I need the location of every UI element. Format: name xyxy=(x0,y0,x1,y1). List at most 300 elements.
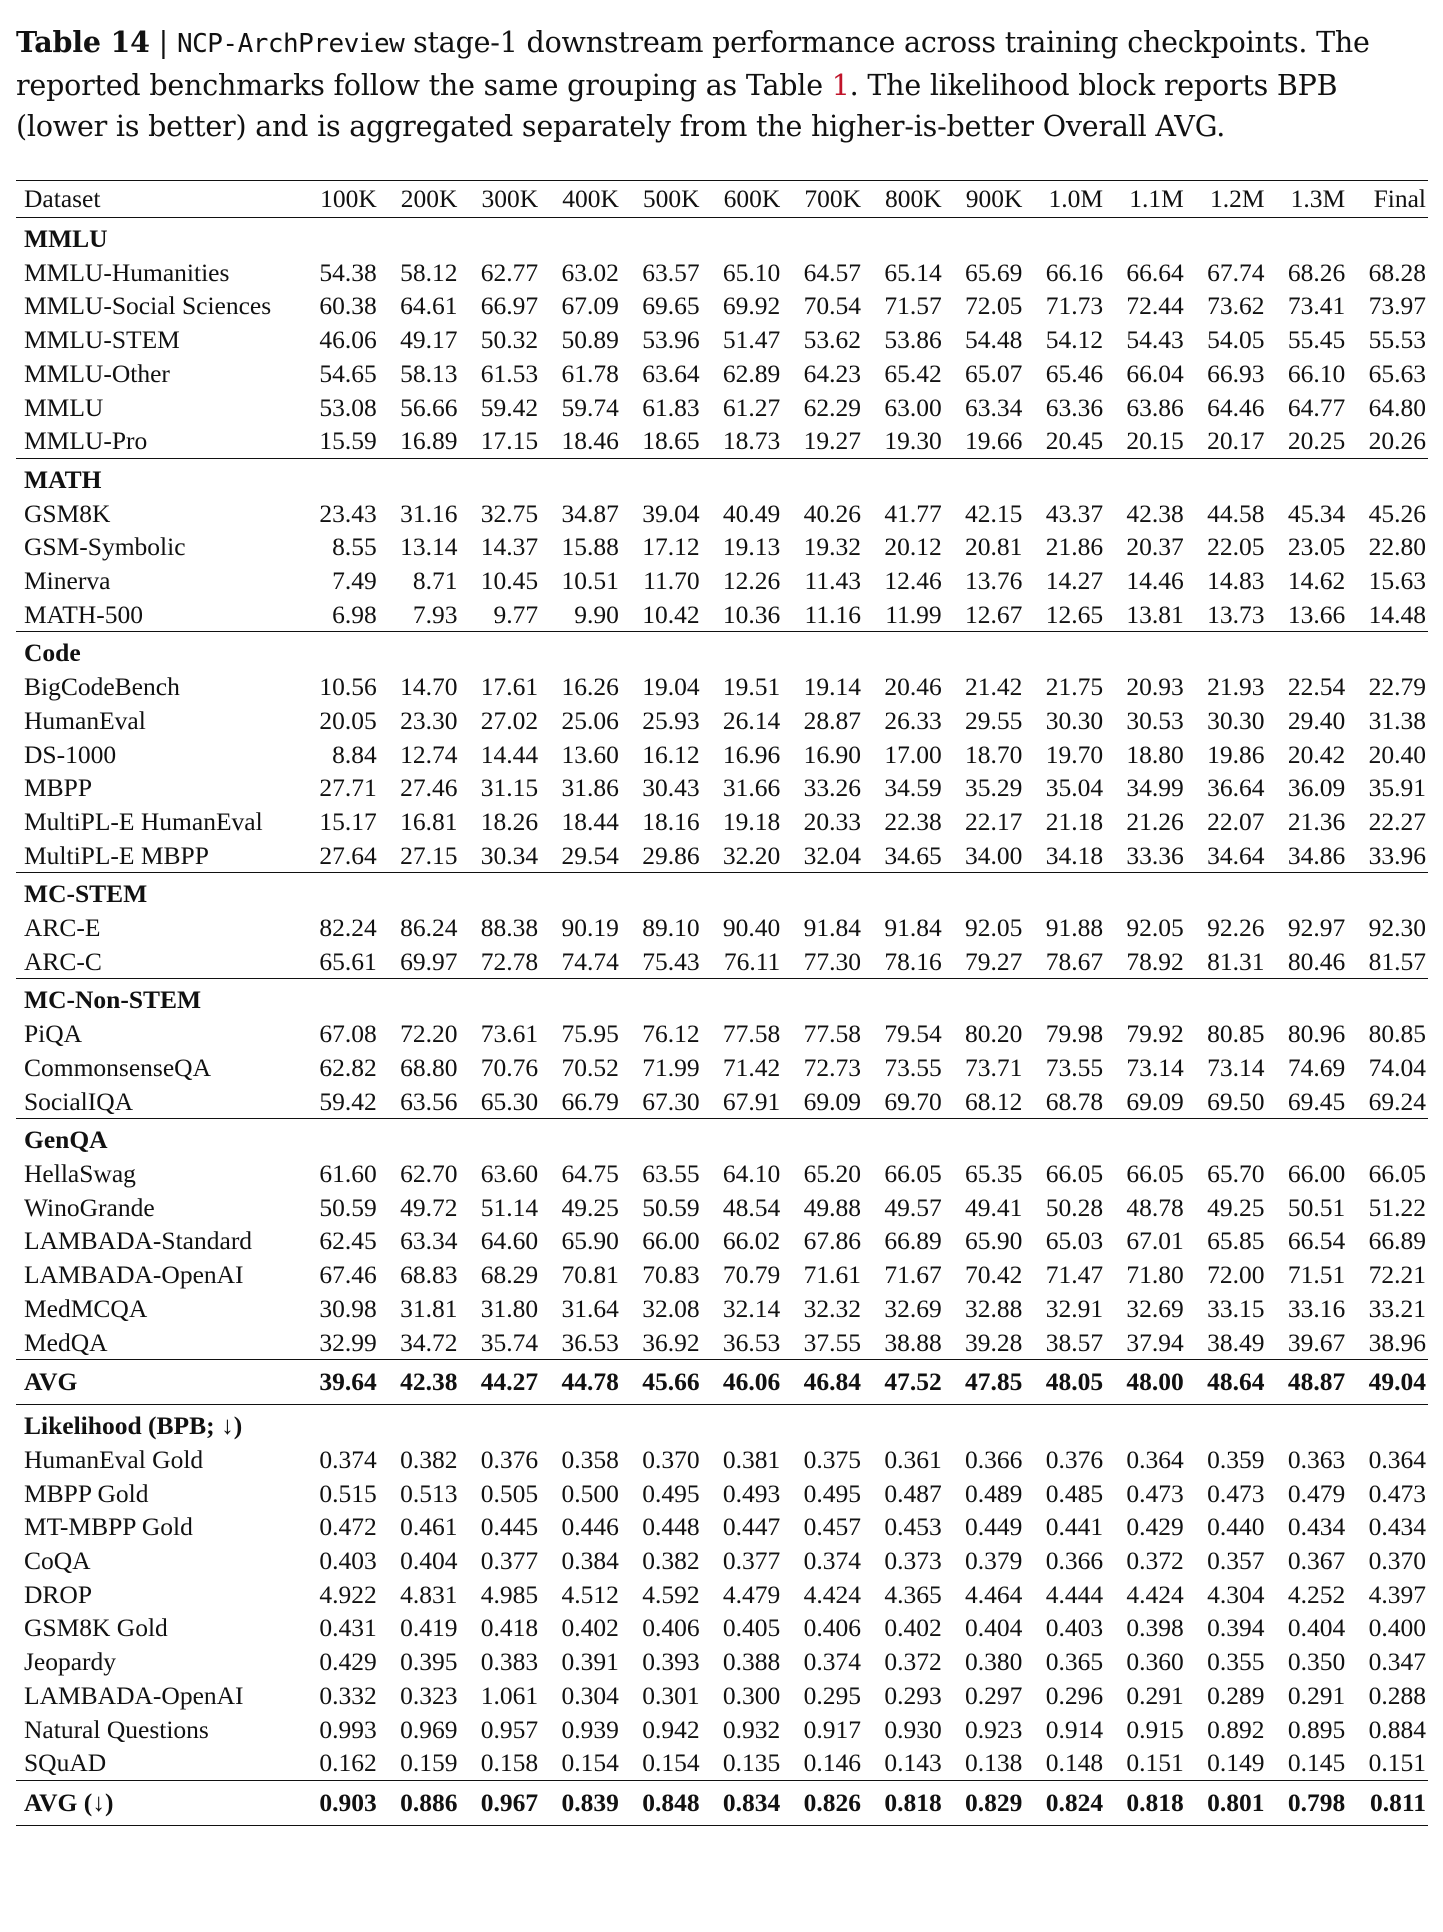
table-cell: 0.834 xyxy=(702,1780,783,1825)
table-cell: 20.37 xyxy=(1126,532,1184,562)
table-cell: 49.57 xyxy=(884,1192,942,1222)
table-cell: 0.158 xyxy=(480,1748,539,1778)
table-cell: 21.18 xyxy=(1045,806,1104,836)
table-cell: 0.360 xyxy=(1126,1647,1184,1677)
table-cell: 74.74 xyxy=(561,946,619,976)
table-cell: 63.34 xyxy=(400,1226,458,1256)
column-header-checkpoint: 800K xyxy=(863,181,944,218)
table-cell: 10.51 xyxy=(561,566,619,596)
table-cell: 73.97 xyxy=(1368,291,1426,321)
table-cell: 0.914 xyxy=(1045,1714,1104,1744)
table-cell: 68.26 xyxy=(1287,257,1346,287)
table-cell: 10.45 xyxy=(480,566,539,596)
table-cell: 12.26 xyxy=(722,566,781,596)
table-cell: 62.70 xyxy=(400,1158,458,1188)
table-cell: 71.57 xyxy=(884,291,942,321)
table-cell: 23.43 xyxy=(319,498,377,528)
table-cell: 74.04 xyxy=(1368,1052,1426,1082)
table-cell: 29.40 xyxy=(1287,705,1346,735)
table-cell: 0.295 xyxy=(803,1680,861,1710)
table-row xyxy=(16,289,1428,323)
table-cell: 72.73 xyxy=(803,1052,861,1082)
table-cell: 90.19 xyxy=(561,913,619,943)
table-cell: 0.915 xyxy=(1126,1714,1184,1744)
table-cell: 33.26 xyxy=(803,773,861,803)
caption-table-reference-link[interactable]: 1 xyxy=(831,69,850,102)
table-cell: 0.404 xyxy=(1287,1613,1346,1643)
results-table xyxy=(16,180,1428,1826)
table-cell: 14.70 xyxy=(400,672,458,702)
table-cell: 42.38 xyxy=(1126,498,1184,528)
table-cell: 32.91 xyxy=(1045,1293,1104,1323)
table-cell: 49.17 xyxy=(400,325,458,355)
table-cell: 32.75 xyxy=(480,498,539,528)
table-cell: 0.818 xyxy=(1105,1780,1186,1825)
table-cell: 92.05 xyxy=(1126,913,1184,943)
table-cell: 20.93 xyxy=(1126,672,1184,702)
table-cell: 20.45 xyxy=(1045,426,1104,456)
table-cell: 62.82 xyxy=(319,1052,377,1082)
table-cell: 64.57 xyxy=(803,257,861,287)
table-cell: 34.00 xyxy=(965,840,1023,870)
table-cell: 33.96 xyxy=(1368,840,1426,870)
row-label: MMLU-Social Sciences xyxy=(24,291,272,321)
table-cell: 36.09 xyxy=(1287,773,1346,803)
table-cell: 66.16 xyxy=(1045,257,1104,287)
table-cell: 53.86 xyxy=(884,325,942,355)
table-cell: 31.86 xyxy=(561,773,619,803)
table-row xyxy=(16,1544,1428,1578)
table-cell: 14.37 xyxy=(480,532,539,562)
table-cell: 34.72 xyxy=(400,1327,458,1357)
table-cell: 35.91 xyxy=(1368,773,1426,803)
table-cell: 19.70 xyxy=(1045,739,1104,769)
table-cell: 0.487 xyxy=(884,1478,942,1508)
table-cell: 41.77 xyxy=(884,498,942,528)
table-cell: 32.32 xyxy=(803,1293,861,1323)
table-cell: 0.993 xyxy=(319,1714,377,1744)
table-cell: 0.400 xyxy=(1368,1613,1426,1643)
table-cell: 0.445 xyxy=(480,1512,539,1542)
row-label: MBPP xyxy=(24,773,93,803)
table-cell: 39.04 xyxy=(642,498,700,528)
table-cell: 0.515 xyxy=(319,1478,377,1508)
table-cell: 73.71 xyxy=(965,1052,1023,1082)
table-cell: 7.93 xyxy=(412,599,458,629)
table-cell: 15.63 xyxy=(1368,566,1426,596)
table-row xyxy=(16,1443,1428,1477)
table-cell: 29.54 xyxy=(561,840,619,870)
table-cell: 63.56 xyxy=(400,1086,458,1116)
table-cell: 49.25 xyxy=(1207,1192,1265,1222)
table-cell: 16.81 xyxy=(400,806,458,836)
table-row xyxy=(16,564,1428,598)
table-cell: 27.71 xyxy=(319,773,377,803)
table-cell: 27.15 xyxy=(400,840,458,870)
table-cell: 0.495 xyxy=(642,1478,700,1508)
table-cell: 22.17 xyxy=(965,806,1023,836)
table-row xyxy=(16,771,1428,805)
table-cell: 69.92 xyxy=(722,291,781,321)
table-cell: 0.366 xyxy=(1045,1546,1104,1576)
table-cell: 50.89 xyxy=(561,325,619,355)
table-cell: 80.85 xyxy=(1368,1019,1426,1049)
table-cell: 20.15 xyxy=(1126,426,1184,456)
table-caption xyxy=(16,22,1428,147)
table-cell: 86.24 xyxy=(400,913,458,943)
row-label: MMLU-Other xyxy=(24,358,170,388)
row-label: ARC-E xyxy=(24,913,101,943)
table-cell: 0.429 xyxy=(319,1647,377,1677)
caption-text-part1: stage-1 downstream performance across training checkpoints. The reported benchmarks follow the same grouping as Table xyxy=(16,26,1370,102)
table-cell: 0.824 xyxy=(1024,1780,1105,1825)
table-cell: 11.99 xyxy=(885,599,942,629)
table-cell: 19.32 xyxy=(803,532,861,562)
table-cell: 69.50 xyxy=(1207,1086,1265,1116)
section-header-row xyxy=(16,632,1428,670)
table-cell: 0.398 xyxy=(1126,1613,1184,1643)
table-cell: 65.46 xyxy=(1045,358,1104,388)
table-cell: 0.151 xyxy=(1368,1748,1426,1778)
table-cell: 65.20 xyxy=(803,1158,861,1188)
table-cell: 91.84 xyxy=(884,913,942,943)
table-cell: 64.60 xyxy=(480,1226,539,1256)
table-cell: 40.26 xyxy=(803,498,861,528)
table-cell: 71.73 xyxy=(1045,291,1104,321)
table-cell: 19.18 xyxy=(722,806,781,836)
table-cell: 69.45 xyxy=(1287,1086,1346,1116)
table-cell: 0.969 xyxy=(400,1714,458,1744)
row-label: CommonsenseQA xyxy=(24,1052,211,1082)
table-cell: 67.08 xyxy=(319,1019,377,1049)
table-cell: 26.14 xyxy=(722,705,781,735)
table-cell: 66.89 xyxy=(884,1226,942,1256)
table-cell: 0.404 xyxy=(400,1546,458,1576)
table-cell: 0.162 xyxy=(319,1748,377,1778)
table-cell: 4.365 xyxy=(884,1579,942,1609)
table-cell: 0.394 xyxy=(1207,1613,1265,1643)
table-cell: 12.46 xyxy=(884,566,942,596)
table-cell: 48.64 xyxy=(1186,1360,1267,1405)
table-cell: 0.357 xyxy=(1207,1546,1265,1576)
table-cell: 73.61 xyxy=(480,1019,539,1049)
table-cell: 0.404 xyxy=(965,1613,1023,1643)
table-cell: 25.93 xyxy=(642,705,700,735)
table-cell: 50.59 xyxy=(319,1192,377,1222)
table-cell: 66.79 xyxy=(561,1086,619,1116)
table-cell: 0.377 xyxy=(480,1546,539,1576)
table-cell: 68.29 xyxy=(480,1260,539,1290)
table-cell: 68.28 xyxy=(1368,257,1426,287)
table-cell: 92.05 xyxy=(965,913,1023,943)
table-cell: 76.11 xyxy=(723,946,781,976)
table-cell: 92.97 xyxy=(1287,913,1346,943)
table-cell: 33.21 xyxy=(1368,1293,1426,1323)
table-cell: 15.59 xyxy=(319,426,377,456)
table-cell: 82.24 xyxy=(319,913,377,943)
table-cell: 0.370 xyxy=(642,1444,700,1474)
table-cell: 14.48 xyxy=(1368,599,1426,629)
table-cell: 48.54 xyxy=(722,1192,781,1222)
table-cell: 54.65 xyxy=(319,358,377,388)
table-row xyxy=(16,1326,1428,1360)
table-cell: 34.64 xyxy=(1207,840,1265,870)
table-cell: 0.355 xyxy=(1207,1647,1265,1677)
table-cell: 0.932 xyxy=(722,1714,781,1744)
table-cell: 18.46 xyxy=(561,426,619,456)
row-label: LAMBADA-OpenAI xyxy=(24,1680,244,1710)
table-cell: 77.58 xyxy=(722,1019,781,1049)
table-row xyxy=(16,323,1428,357)
table-cell: 73.55 xyxy=(884,1052,942,1082)
table-cell: 63.55 xyxy=(642,1158,700,1188)
section-title: Likelihood (BPB; ↓) xyxy=(24,1411,243,1441)
table-cell: 90.40 xyxy=(722,913,781,943)
table-cell: 72.44 xyxy=(1126,291,1184,321)
table-cell: 79.27 xyxy=(965,946,1023,976)
table-cell: 70.54 xyxy=(803,291,861,321)
table-cell: 18.16 xyxy=(642,806,700,836)
table-cell: 32.69 xyxy=(884,1293,942,1323)
table-cell: 71.51 xyxy=(1287,1260,1346,1290)
table-cell: 0.358 xyxy=(561,1444,619,1474)
table-cell: 13.60 xyxy=(561,739,619,769)
table-cell: 16.89 xyxy=(400,426,458,456)
table-cell: 66.00 xyxy=(1287,1158,1346,1188)
table-cell: 0.379 xyxy=(965,1546,1023,1576)
table-cell: 66.05 xyxy=(1368,1158,1426,1188)
table-cell: 0.291 xyxy=(1126,1680,1184,1710)
row-label: AVG xyxy=(16,1360,298,1405)
table-cell: 0.457 xyxy=(803,1512,861,1542)
table-cell: 44.27 xyxy=(459,1360,540,1405)
table-cell: 48.00 xyxy=(1105,1360,1186,1405)
table-cell: 0.363 xyxy=(1287,1444,1346,1474)
table-cell: 27.46 xyxy=(400,773,458,803)
table-cell: 0.376 xyxy=(480,1444,539,1474)
table-cell: 0.388 xyxy=(722,1647,781,1677)
table-cell: 69.09 xyxy=(803,1086,861,1116)
table-cell: 0.418 xyxy=(480,1613,539,1643)
table-cell: 35.04 xyxy=(1045,773,1104,803)
table-cell: 11.70 xyxy=(643,566,700,596)
row-label: HellaSwag xyxy=(24,1158,136,1188)
table-cell: 22.54 xyxy=(1287,672,1346,702)
table-cell: 73.14 xyxy=(1207,1052,1265,1082)
table-cell: 63.02 xyxy=(561,257,619,287)
table-cell: 33.36 xyxy=(1126,840,1184,870)
table-cell: 70.76 xyxy=(480,1052,539,1082)
table-cell: 38.57 xyxy=(1045,1327,1104,1357)
table-cell: 18.73 xyxy=(722,426,781,456)
table-cell: 0.359 xyxy=(1207,1444,1265,1474)
table-cell: 4.512 xyxy=(561,1579,619,1609)
table-cell: 0.372 xyxy=(1126,1546,1184,1576)
table-cell: 66.04 xyxy=(1126,358,1184,388)
table-cell: 0.406 xyxy=(642,1613,700,1643)
row-label: MultiPL-E HumanEval xyxy=(24,806,263,836)
table-cell: 0.903 xyxy=(298,1780,379,1825)
table-cell: 53.08 xyxy=(319,392,377,422)
table-cell: 71.80 xyxy=(1126,1260,1184,1290)
table-cell: 38.88 xyxy=(884,1327,942,1357)
row-label: MedMCQA xyxy=(24,1293,148,1323)
caption-separator: | xyxy=(149,26,177,59)
table-row xyxy=(16,598,1428,632)
table-cell: 21.26 xyxy=(1126,806,1184,836)
table-cell: 0.149 xyxy=(1207,1748,1265,1778)
table-cell: 77.30 xyxy=(803,946,861,976)
table-row xyxy=(16,1679,1428,1713)
table-cell: 20.42 xyxy=(1287,739,1346,769)
table-cell: 0.403 xyxy=(1045,1613,1104,1643)
table-cell: 49.41 xyxy=(965,1192,1023,1222)
table-cell: 81.57 xyxy=(1368,946,1426,976)
column-header-checkpoint: 1.0M xyxy=(1024,181,1105,218)
table-cell: 0.291 xyxy=(1287,1680,1346,1710)
table-cell: 0.374 xyxy=(803,1546,861,1576)
table-cell: 54.05 xyxy=(1207,325,1265,355)
table-cell: 8.84 xyxy=(332,739,377,769)
table-cell: 14.46 xyxy=(1126,566,1184,596)
table-cell: 19.51 xyxy=(722,672,781,702)
table-row xyxy=(16,1017,1428,1051)
row-label: MultiPL-E MBPP xyxy=(24,840,209,870)
likelihood-avg-row xyxy=(16,1780,1428,1825)
table-cell: 6.98 xyxy=(332,599,377,629)
column-header-checkpoint: 200K xyxy=(379,181,460,218)
table-row xyxy=(16,1645,1428,1679)
table-cell: 67.09 xyxy=(561,291,619,321)
table-cell: 78.16 xyxy=(884,946,942,976)
table-row xyxy=(16,1191,1428,1225)
table-cell: 50.59 xyxy=(642,1192,700,1222)
table-cell: 69.70 xyxy=(884,1086,942,1116)
table-cell: 27.02 xyxy=(480,705,539,735)
table-cell: 12.74 xyxy=(400,739,458,769)
table-cell: 33.16 xyxy=(1287,1293,1346,1323)
table-cell: 45.26 xyxy=(1368,498,1426,528)
table-cell: 59.74 xyxy=(561,392,619,422)
table-cell: 30.34 xyxy=(480,840,539,870)
table-cell: 0.811 xyxy=(1347,1780,1428,1825)
section-header-row xyxy=(16,458,1428,496)
table-cell: 0.296 xyxy=(1045,1680,1104,1710)
table-cell: 0.495 xyxy=(803,1478,861,1508)
table-cell: 38.96 xyxy=(1368,1327,1426,1357)
table-cell: 0.826 xyxy=(782,1780,863,1825)
table-cell: 62.45 xyxy=(319,1226,377,1256)
table-cell: 0.446 xyxy=(561,1512,619,1542)
table-cell: 29.86 xyxy=(642,840,700,870)
table-cell: 71.42 xyxy=(722,1052,781,1082)
table-cell: 92.30 xyxy=(1368,913,1426,943)
table-cell: 55.53 xyxy=(1368,325,1426,355)
table-cell: 0.148 xyxy=(1045,1748,1104,1778)
table-cell: 68.12 xyxy=(965,1086,1023,1116)
caption-label: Table 14 xyxy=(16,25,150,59)
table-cell: 4.922 xyxy=(319,1579,377,1609)
table-cell: 37.94 xyxy=(1126,1327,1184,1357)
table-cell: 13.73 xyxy=(1207,599,1265,629)
row-label: DROP xyxy=(24,1579,93,1609)
table-cell: 0.402 xyxy=(884,1613,942,1643)
table-cell: 20.25 xyxy=(1287,426,1346,456)
table-cell: 63.36 xyxy=(1045,392,1104,422)
table-cell: 71.99 xyxy=(642,1052,700,1082)
column-header-checkpoint: 700K xyxy=(782,181,863,218)
table-cell: 0.364 xyxy=(1368,1444,1426,1474)
table-cell: 0.381 xyxy=(722,1444,781,1474)
table-cell: 0.440 xyxy=(1207,1512,1265,1542)
column-header-checkpoint: 100K xyxy=(298,181,379,218)
table-cell: 38.49 xyxy=(1207,1327,1265,1357)
table-cell: 0.884 xyxy=(1368,1714,1426,1744)
table-cell: 13.66 xyxy=(1287,599,1346,629)
table-cell: 39.28 xyxy=(965,1327,1023,1357)
row-label: CoQA xyxy=(24,1546,91,1576)
table-cell: 32.14 xyxy=(722,1293,781,1323)
table-cell: 30.30 xyxy=(1045,705,1104,735)
table-cell: 65.85 xyxy=(1207,1226,1265,1256)
table-row xyxy=(16,1224,1428,1258)
table-cell: 11.16 xyxy=(804,599,861,629)
table-cell: 16.96 xyxy=(722,739,781,769)
table-cell: 36.92 xyxy=(642,1327,700,1357)
table-cell: 4.985 xyxy=(480,1579,539,1609)
table-cell: 59.42 xyxy=(319,1086,377,1116)
section-header-row xyxy=(16,979,1428,1017)
table-cell: 22.38 xyxy=(884,806,942,836)
row-label: MATH-500 xyxy=(24,599,143,629)
table-cell: 65.90 xyxy=(965,1226,1023,1256)
caption-text-part2: . The likelihood block reports BPB (lower is better) and is aggregated separately from the higher-is-better Overall AVG. xyxy=(16,69,1338,143)
caption-model-name: NCP-ArchPreview xyxy=(176,29,405,59)
table-cell: 0.154 xyxy=(642,1748,700,1778)
table-cell: 53.62 xyxy=(803,325,861,355)
table-row xyxy=(16,1051,1428,1085)
table-cell: 16.26 xyxy=(561,672,619,702)
table-cell: 19.27 xyxy=(803,426,861,456)
table-cell: 30.53 xyxy=(1126,705,1184,735)
table-cell: 4.592 xyxy=(642,1579,700,1609)
table-cell: 0.453 xyxy=(884,1512,942,1542)
table-cell: 67.30 xyxy=(642,1086,700,1116)
table-cell: 0.289 xyxy=(1207,1680,1265,1710)
table-cell: 49.88 xyxy=(803,1192,861,1222)
table-cell: 0.154 xyxy=(561,1748,619,1778)
table-cell: 32.99 xyxy=(319,1327,377,1357)
table-cell: 31.15 xyxy=(480,773,539,803)
table-cell: 78.92 xyxy=(1126,946,1184,976)
section-title: MATH xyxy=(16,458,1428,496)
table-cell: 63.00 xyxy=(884,392,942,422)
table-row xyxy=(16,704,1428,738)
table-cell: 17.61 xyxy=(480,672,539,702)
table-cell: 70.52 xyxy=(561,1052,619,1082)
table-cell: 73.41 xyxy=(1287,291,1346,321)
table-cell: 46.06 xyxy=(702,1360,783,1405)
table-cell: 60.38 xyxy=(319,291,377,321)
table-cell: 20.12 xyxy=(884,532,942,562)
table-cell: 32.04 xyxy=(803,840,861,870)
table-cell: 0.405 xyxy=(722,1613,781,1643)
table-row xyxy=(16,1611,1428,1645)
table-cell: 0.301 xyxy=(642,1680,700,1710)
table-cell: 0.384 xyxy=(561,1546,619,1576)
row-label: ARC-C xyxy=(24,946,102,976)
row-label: HumanEval Gold xyxy=(24,1444,204,1474)
